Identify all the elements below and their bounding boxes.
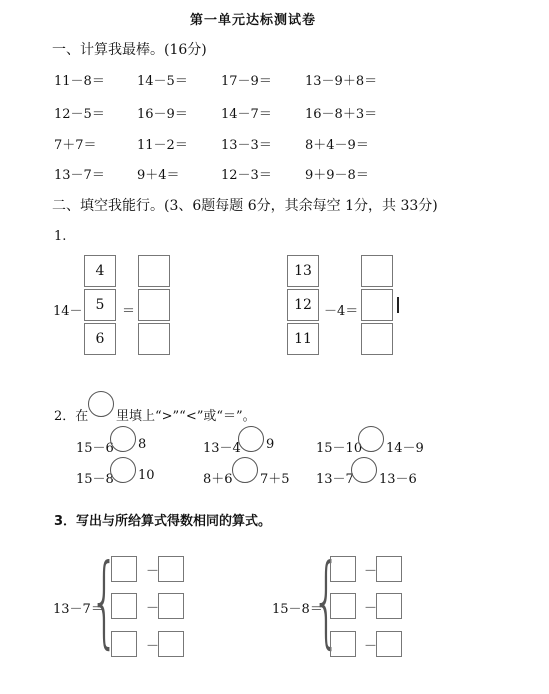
compare-left: 15－6 bbox=[76, 441, 114, 456]
q2-instruction-end: 里填上“>”“<”或“＝”。 bbox=[116, 409, 256, 424]
calc-item: 12－3＝ bbox=[221, 168, 272, 183]
q3-right-box[interactable] bbox=[330, 556, 356, 582]
compare-circle[interactable] bbox=[88, 391, 114, 417]
page-title: 第一单元达标测试卷 bbox=[190, 13, 317, 28]
compare-right: 14－9 bbox=[386, 441, 424, 456]
right-brace-icon: { bbox=[312, 542, 341, 659]
q1-left-answer-box[interactable] bbox=[138, 323, 170, 355]
q3-right-box[interactable] bbox=[376, 631, 402, 657]
q3-right-box[interactable] bbox=[330, 593, 356, 619]
compare-circle[interactable] bbox=[238, 426, 264, 452]
q3-right-box[interactable] bbox=[330, 631, 356, 657]
q1-left-answer-box[interactable] bbox=[138, 255, 170, 287]
q1-right-answer-box[interactable] bbox=[361, 289, 393, 321]
q2-instruction-start: 2．在 bbox=[54, 409, 89, 424]
q3-left-box[interactable] bbox=[111, 556, 137, 582]
q3-minus: － bbox=[146, 601, 160, 616]
q1-right-value: 12 bbox=[287, 289, 319, 321]
calc-item: 11－8＝ bbox=[54, 74, 105, 89]
question-1-number: 1. bbox=[54, 229, 67, 244]
calc-item: 9＋4＝ bbox=[137, 168, 180, 183]
q1-left-equals: ＝ bbox=[122, 304, 136, 319]
left-brace-icon: { bbox=[90, 542, 119, 659]
q3-minus: － bbox=[146, 639, 160, 654]
compare-circle[interactable] bbox=[358, 426, 384, 452]
compare-left: 8＋6 bbox=[203, 472, 233, 487]
q3-left-box[interactable] bbox=[111, 631, 137, 657]
compare-right: 13－6 bbox=[379, 472, 417, 487]
compare-left: 13－7 bbox=[316, 472, 354, 487]
q3-right-box[interactable] bbox=[376, 556, 402, 582]
calc-item: 17－9＝ bbox=[221, 74, 272, 89]
q1-left-value: 6 bbox=[84, 323, 116, 355]
q3-right-box[interactable] bbox=[376, 593, 402, 619]
compare-right: 7＋5 bbox=[260, 472, 290, 487]
q3-minus: － bbox=[146, 564, 160, 579]
q1-right-value: 13 bbox=[287, 255, 319, 287]
text-cursor bbox=[397, 297, 399, 313]
calc-item: 13－7＝ bbox=[54, 168, 105, 183]
q1-left-value: 5 bbox=[84, 289, 116, 321]
q1-left-answer-box[interactable] bbox=[138, 289, 170, 321]
calc-item: 16－8＋3＝ bbox=[305, 107, 378, 122]
q1-right-value: 11 bbox=[287, 323, 319, 355]
calc-item: 9＋9－8＝ bbox=[305, 168, 369, 183]
compare-left: 13－4 bbox=[203, 441, 241, 456]
q1-right-operator: －4＝ bbox=[324, 304, 359, 319]
section-1-heading: 一、计算我最棒。(16分) bbox=[52, 42, 207, 58]
calc-item: 13－9＋8＝ bbox=[305, 74, 378, 89]
q1-right-answer-box[interactable] bbox=[361, 255, 393, 287]
compare-circle[interactable] bbox=[232, 457, 258, 483]
q3-minus: － bbox=[364, 564, 378, 579]
calc-item: 14－7＝ bbox=[221, 107, 272, 122]
compare-circle[interactable] bbox=[110, 426, 136, 452]
q3-heading: 3．写出与所给算式得数相同的算式。 bbox=[54, 514, 272, 529]
q3-left-box[interactable] bbox=[111, 593, 137, 619]
section-2-heading: 二、填空我能行。(3、6题每题 6分，其余每空 1分，共 33分) bbox=[52, 198, 438, 214]
q1-left-value: 4 bbox=[84, 255, 116, 287]
q3-left-label: 13－7＝ bbox=[53, 602, 104, 617]
calc-item: 12－5＝ bbox=[54, 107, 105, 122]
q3-left-box[interactable] bbox=[158, 631, 184, 657]
calc-item: 16－9＝ bbox=[137, 107, 188, 122]
calc-item: 8＋4－9＝ bbox=[305, 138, 369, 153]
q3-minus: － bbox=[364, 601, 378, 616]
compare-circle[interactable] bbox=[351, 457, 377, 483]
q1-right-answer-box[interactable] bbox=[361, 323, 393, 355]
calc-item: 11－2＝ bbox=[137, 138, 188, 153]
q3-left-box[interactable] bbox=[158, 593, 184, 619]
calc-item: 13－3＝ bbox=[221, 138, 272, 153]
calc-item: 14－5＝ bbox=[137, 74, 188, 89]
q1-left-prefix: 14－ bbox=[53, 304, 83, 319]
calc-item: 7＋7＝ bbox=[54, 138, 97, 153]
compare-right: 8 bbox=[138, 437, 147, 452]
compare-circle[interactable] bbox=[110, 457, 136, 483]
q3-right-label: 15－8＝ bbox=[272, 602, 323, 617]
q3-minus: － bbox=[364, 639, 378, 654]
compare-left: 15－8 bbox=[76, 472, 114, 487]
compare-right: 9 bbox=[266, 437, 275, 452]
compare-right: 10 bbox=[138, 468, 155, 483]
compare-left: 15－10 bbox=[316, 441, 363, 456]
q3-left-box[interactable] bbox=[158, 556, 184, 582]
